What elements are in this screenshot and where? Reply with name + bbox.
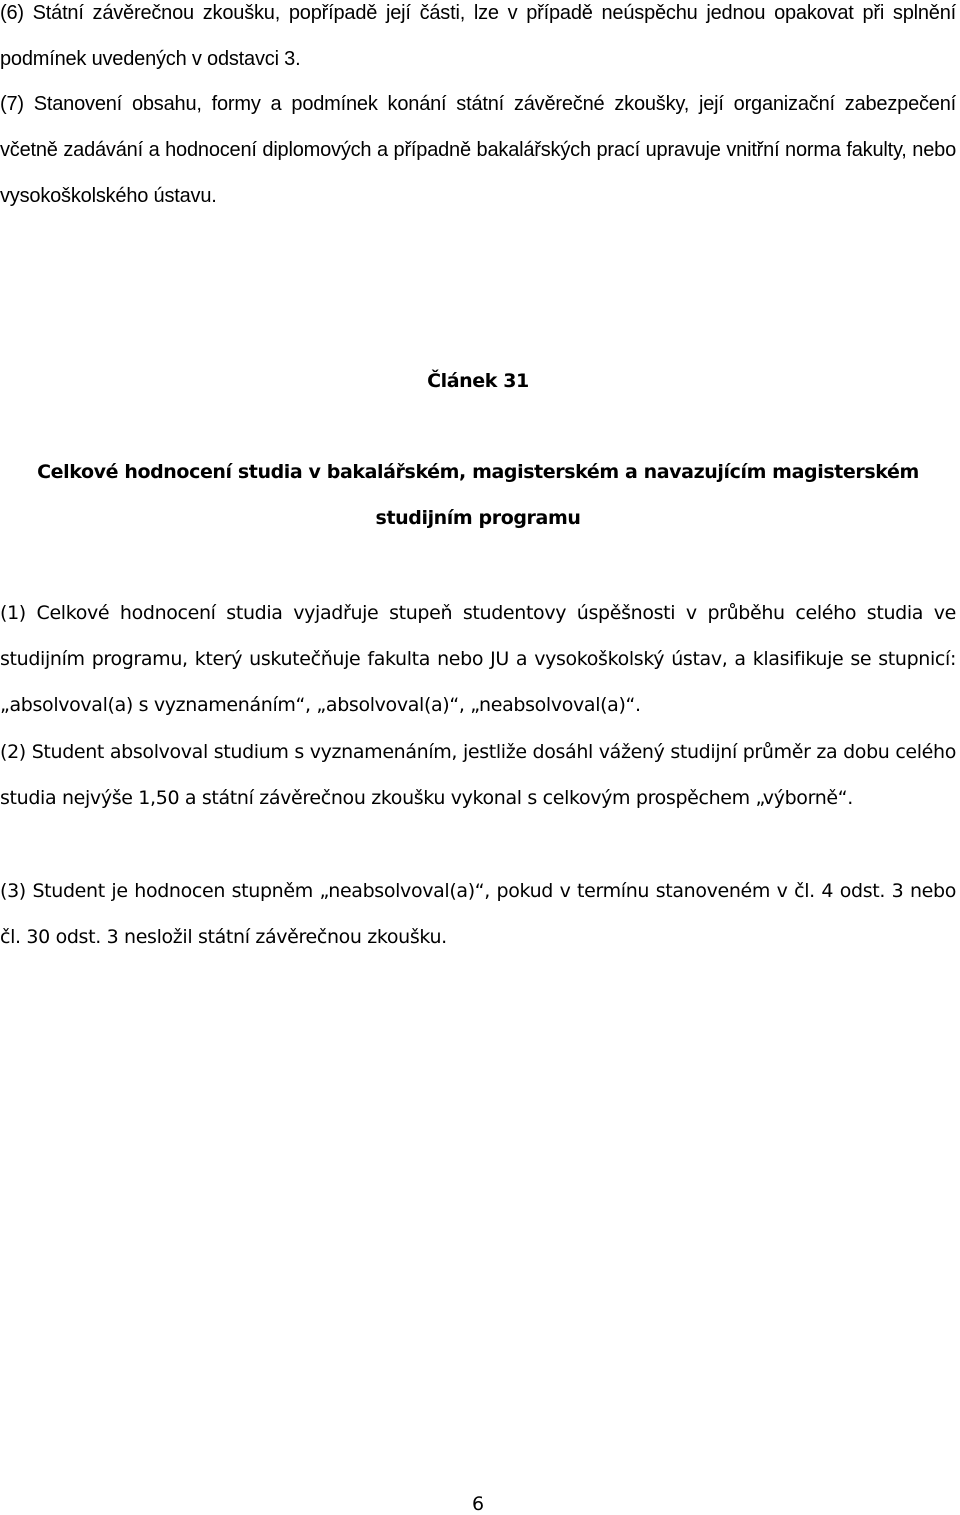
article-heading: Článek 31 bbox=[427, 370, 529, 392]
article-paragraph-1: (1) Celkové hodnocení studia vyjadřuje stupeň studentovy úspěšnosti v průběhu celého studia ve studijním programu, který uskutečňuje fakulta nebo JU a vysokoškolský ústav, a klasifikuje se stupnicí: „absolvoval(a) s vyznamenáním“, „absolvoval(a)“, „neabsolvoval(a)“. bbox=[0, 602, 956, 716]
article-paragraph-2: (2) Student absolvoval studium s vyznamenáním, jestliže dosáhl vážený studijní průměr za dobu celého studia nejvýše 1,50 a státní závěrečnou zkoušku vykonal s celkovým prospěchem „výborně“. bbox=[0, 741, 956, 809]
page-number: 6 bbox=[471, 1493, 485, 1515]
paragraph-6: (6) Státní závěrečnou zkoušku, popřípadě její části, lze v případě neúspěchu jednou opakovat při splnění podmínek uvedených v odstavci 3. bbox=[0, 2, 956, 70]
article-paragraph-3: (3) Student je hodnocen stupněm „neabsolvoval(a)“, pokud v termínu stanoveném v čl. 4 odst. 3 nebo čl. 30 odst. 3 nesložil státní závěrečnou zkoušku. bbox=[0, 880, 956, 948]
paragraph-7: (7) Stanovení obsahu, formy a podmínek konání státní závěrečné zkoušky, její organizační zabezpečení včetně zadávání a hodnocení diplomových a případně bakalářských prací upravuje vnitřní norma fakulty, nebo vysokoškolského ústavu. bbox=[0, 93, 956, 207]
article-title: Celkové hodnocení studia v bakalářském, magisterském a navazujícím magisterském studijním programu bbox=[37, 461, 919, 529]
